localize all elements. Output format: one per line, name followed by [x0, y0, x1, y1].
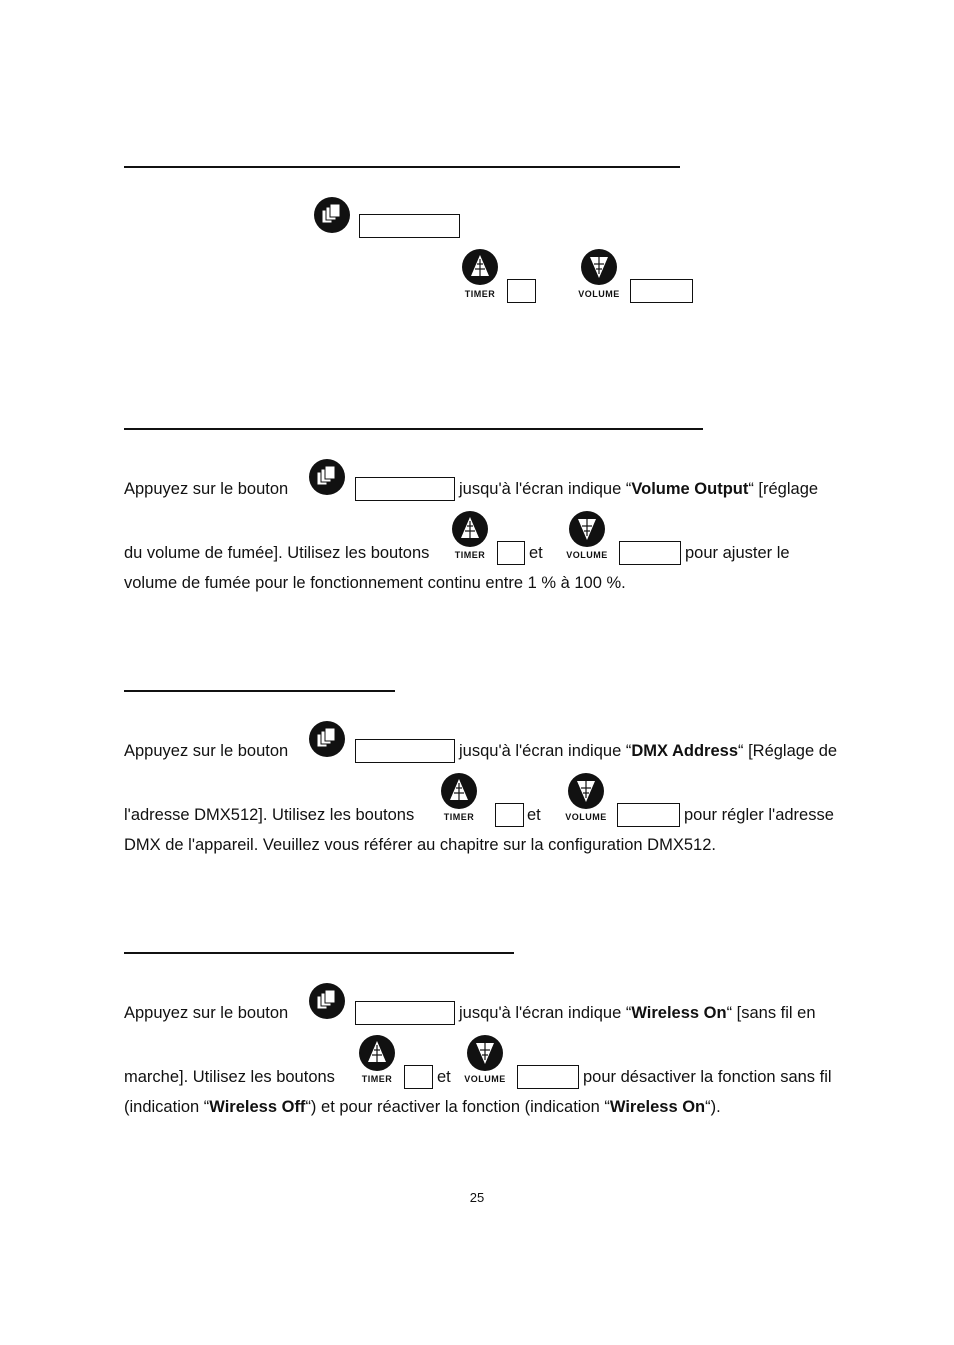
section4-line2-prefix: marche]. Utilisez les boutons — [124, 1068, 335, 1086]
volume-down-icon — [568, 510, 606, 548]
section3-line2-suffix: pour régler l'adresse — [684, 806, 834, 824]
section3-line1-prefix: Appuyez sur le bouton — [124, 742, 289, 760]
volume-down-icon — [466, 1034, 504, 1072]
timer-label: TIMER — [454, 550, 486, 560]
section2-keyword: Volume Output — [631, 480, 749, 498]
menu-button-placeholder-box — [355, 1001, 455, 1025]
menu-button-placeholder-box — [359, 214, 460, 238]
volume-down-icon — [580, 248, 618, 286]
section3-line1-rest: jusqu'à l'écran indique “DMX Address“ [Réglage de — [459, 742, 838, 760]
section2-and: et — [529, 544, 543, 562]
timer-up-icon — [461, 248, 499, 286]
timer-placeholder-box — [404, 1065, 433, 1089]
menu-button-icon — [308, 982, 346, 1020]
timer-up-icon — [440, 772, 478, 810]
section3-and: et — [527, 806, 541, 824]
menu-button-placeholder-box — [355, 739, 455, 763]
section4-line1-prefix: Appuyez sur le bouton — [124, 1004, 289, 1022]
section2-line1-prefix: Appuyez sur le bouton — [124, 480, 289, 498]
menu-button-placeholder-box — [355, 477, 455, 501]
section3-line2-prefix: l'adresse DMX512]. Utilisez les boutons — [124, 806, 415, 824]
section4-line1-rest: jusqu'à l'écran indique “Wireless On“ [sans fil en — [459, 1004, 816, 1022]
section2-line3: volume de fumée pour le fonctionnement continu entre 1 % à 100 %. — [124, 574, 626, 592]
section1-heading-rule — [124, 166, 680, 168]
volume-placeholder-box — [617, 803, 680, 827]
timer-up-icon — [358, 1034, 396, 1072]
volume-placeholder-box — [630, 279, 693, 303]
section4-keyword: Wireless On — [631, 1004, 727, 1022]
timer-placeholder-box — [497, 541, 525, 565]
section4-line2-suffix: pour désactiver la fonction sans fil — [583, 1068, 832, 1086]
section2-line2-suffix: pour ajuster le — [685, 544, 790, 562]
timer-label: TIMER — [443, 812, 475, 822]
section2-line2-prefix: du volume de fumée]. Utilisez les boutons — [124, 544, 430, 562]
wireless-on-keyword: Wireless On — [609, 1098, 706, 1116]
section2-line1-rest: jusqu'à l'écran indique “Volume Output“ [réglage — [459, 480, 819, 498]
timer-label: TIMER — [361, 1074, 393, 1084]
timer-placeholder-box — [495, 803, 524, 827]
section4-line3: (indication “Wireless Off“) et pour réactiver la fonction (indication “Wireless On“). — [124, 1098, 721, 1116]
section3-heading-rule — [124, 690, 395, 692]
section2-heading-rule — [124, 428, 703, 430]
timer-label: TIMER — [464, 289, 496, 299]
section3-line3: DMX de l'appareil. Veuillez vous référer au chapitre sur la configuration DMX512. — [124, 836, 716, 854]
page-number: 25 — [469, 1190, 485, 1205]
timer-up-icon — [451, 510, 489, 548]
section3-keyword: DMX Address — [631, 742, 738, 760]
volume-label: VOLUME — [565, 812, 607, 822]
volume-label: VOLUME — [464, 1074, 506, 1084]
timer-placeholder-box — [507, 279, 536, 303]
section4-heading-rule — [124, 952, 514, 954]
wireless-off-keyword: Wireless Off — [209, 1098, 306, 1116]
volume-label: VOLUME — [566, 550, 608, 560]
section4-and: et — [437, 1068, 451, 1086]
volume-down-icon — [567, 772, 605, 810]
volume-label: VOLUME — [578, 289, 620, 299]
volume-placeholder-box — [619, 541, 681, 565]
volume-placeholder-box — [517, 1065, 579, 1089]
menu-button-icon — [313, 196, 351, 234]
menu-button-icon — [308, 720, 346, 758]
menu-button-icon — [308, 458, 346, 496]
